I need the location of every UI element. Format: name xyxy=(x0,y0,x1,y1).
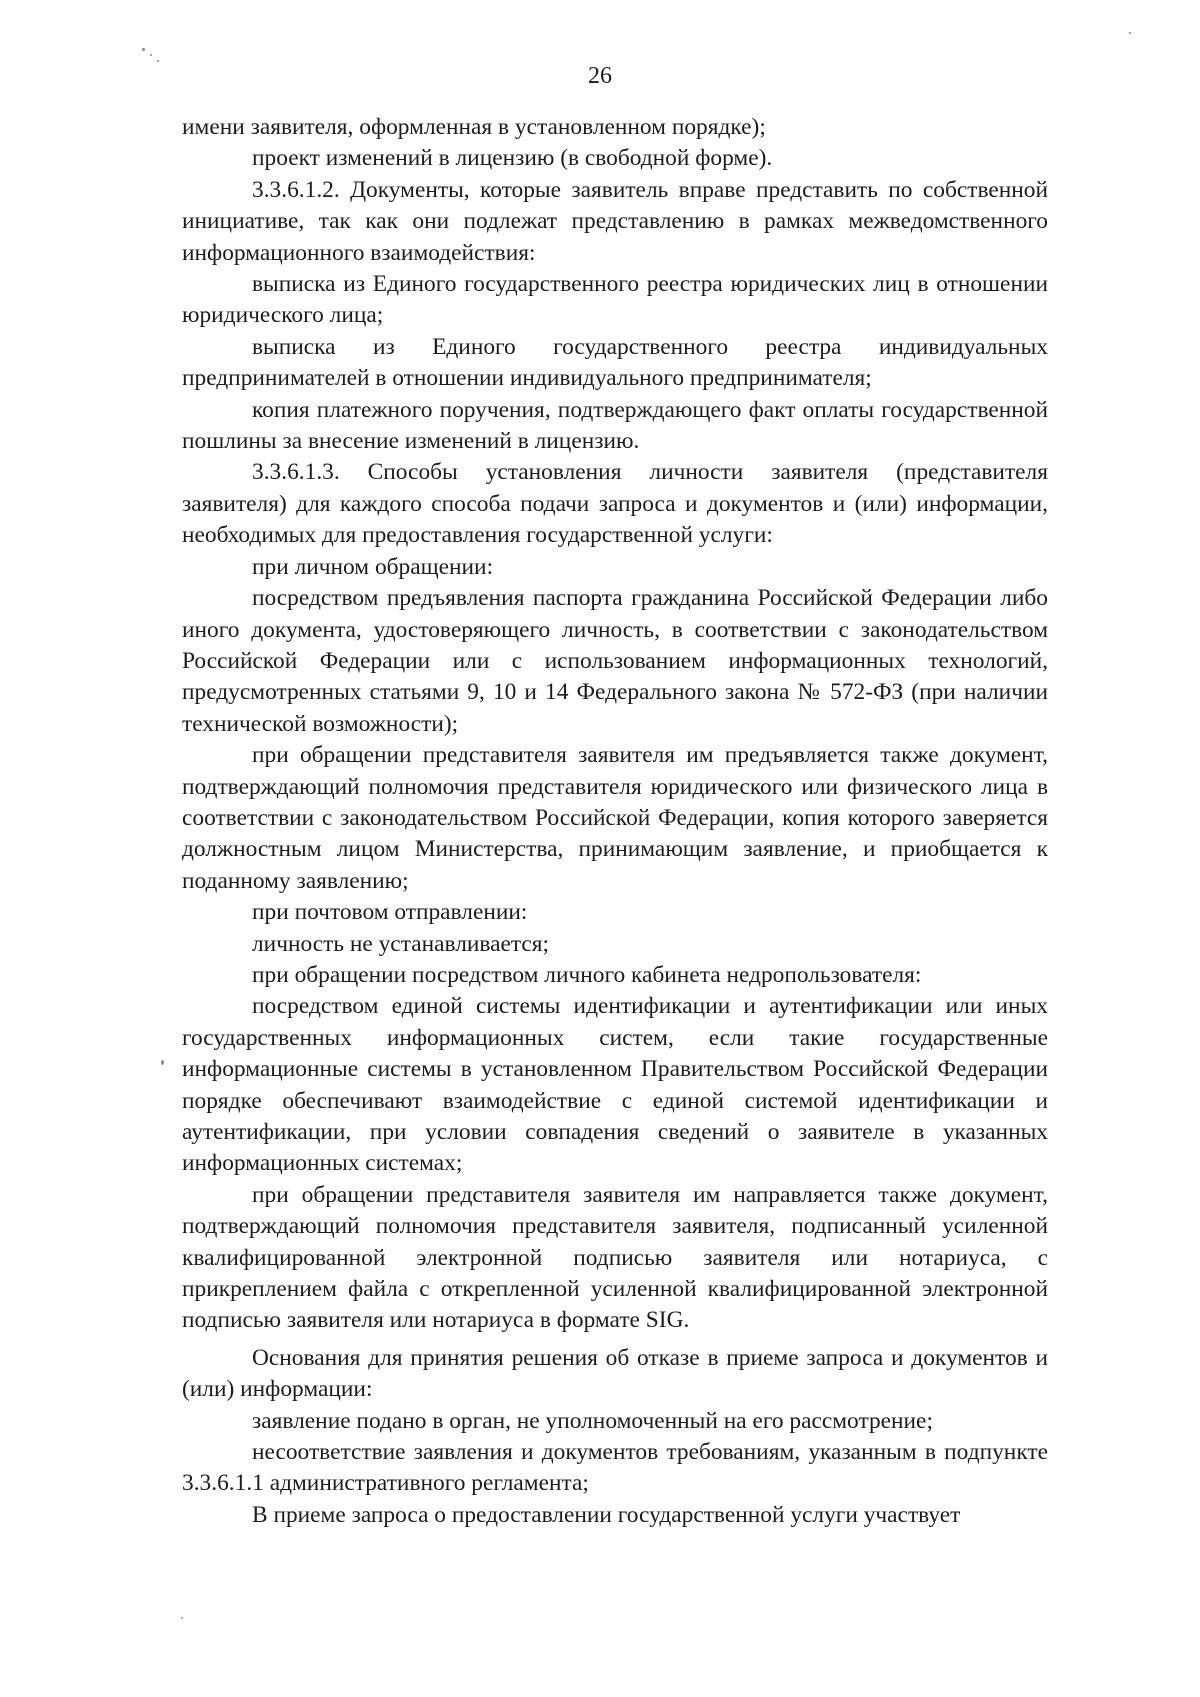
paragraph-list-item: при обращении представителя заявителя им предъявляется также документ, подтверждающий полномочия представителя юридического или физического лица в соответствии с законодательством Российской Федерации, копия которого заверяется должностным лицом Министерства, принимающим заявление, и приобщается к поданному заявлению; xyxy=(182,742,1048,894)
paragraph-clause-3-3-6-1-3: 3.3.6.1.3. Способы установления личности заявителя (представителя заявителя) для каждого способа подачи запроса и документов и (или) информации, необходимых для предоставления государственной услуги: xyxy=(182,459,1048,549)
paragraph-list-item: выписка из Единого государственного реестра юридических лиц в отношении юридического лица; xyxy=(182,271,1048,329)
paragraph-list-item: посредством единой системы идентификации и аутентификации или иных государственных информационных систем, если такие государственные информационные системы в установленном Правительством Российской Федерации порядке обеспечивают взаимодействие с единой системой идентификации и аутентификации, при условии совпадения сведений о заявителе в указанных информационных системах; xyxy=(182,993,1048,1177)
paragraph-list-item: при обращении представителя заявителя им направляется также документ, подтверждающий полномочия представителя заявителя, подписанный усиленной квалифицированной электронной подписью заявителя или нотариуса, с прикреплением файла с открепленной усиленной квалифицированной электронной подписью заявителя или нотариуса в формате SIG. xyxy=(182,1181,1048,1334)
scan-speck xyxy=(150,54,152,56)
paragraph-list-item: В приеме запроса о предоставлении государственной услуги участвует xyxy=(252,1501,961,1528)
paragraph-list-item: заявление подано в орган, не уполномоченный на его рассмотрение; xyxy=(252,1407,933,1434)
paragraph-list-item: при личном обращении: xyxy=(252,553,494,580)
scan-speck xyxy=(181,1617,183,1619)
paragraph-refusal-grounds: Основания для принятия решения об отказе в приеме запроса и документов и (или) информации: xyxy=(182,1344,1048,1403)
paragraph-list-item: выписка из Единого государственного реестра индивидуальных предпринимателей в отношении индивидуального предпринимателя; xyxy=(182,333,1048,392)
document-body xyxy=(182,112,1048,1531)
page-number: 26 xyxy=(588,63,612,89)
paragraph-clause-3-3-6-1-2: 3.3.6.1.2. Документы, которые заявитель вправе представить по собственной инициативе, так как они подлежат представлению в рамках межведомственного информационного взаимодействия: xyxy=(182,176,1048,266)
paragraph-list-item: личность не устанавливается; xyxy=(252,930,550,957)
paragraph-list-item: при обращении посредством личного кабинета недропользователя: xyxy=(252,961,922,988)
paragraph-list-item: копия платежного поручения, подтверждающего факт оплаты государственной пошлины за внесение изменений в лицензию. xyxy=(182,396,1048,455)
paragraph-continuation: имени заявителя, оформленная в установленном порядке); xyxy=(182,114,766,140)
paragraph-list-item: несоответствие заявления и документов требованиям, указанным в подпункте 3.3.6.1.1 административного регламента; xyxy=(182,1439,1048,1497)
paragraph-list-item: проект изменений в лицензию (в свободной форме). xyxy=(252,145,773,172)
scan-speck xyxy=(157,60,159,62)
scan-speck xyxy=(1129,32,1131,34)
paragraph-list-item: при почтовом отправлении: xyxy=(252,899,528,926)
paragraph-list-item: посредством предъявления паспорта гражданина Российской Федерации либо иного документа, удостоверяющего личность, в соответствии с законодательством Российской Федерации или с использованием информационных технологий, предусмотренных статьями 9, 10 и 14 Федерального закона № 572-ФЗ (при наличии технической возможности); xyxy=(182,585,1048,737)
scan-speck xyxy=(161,1060,164,1065)
scan-speck xyxy=(142,48,145,51)
